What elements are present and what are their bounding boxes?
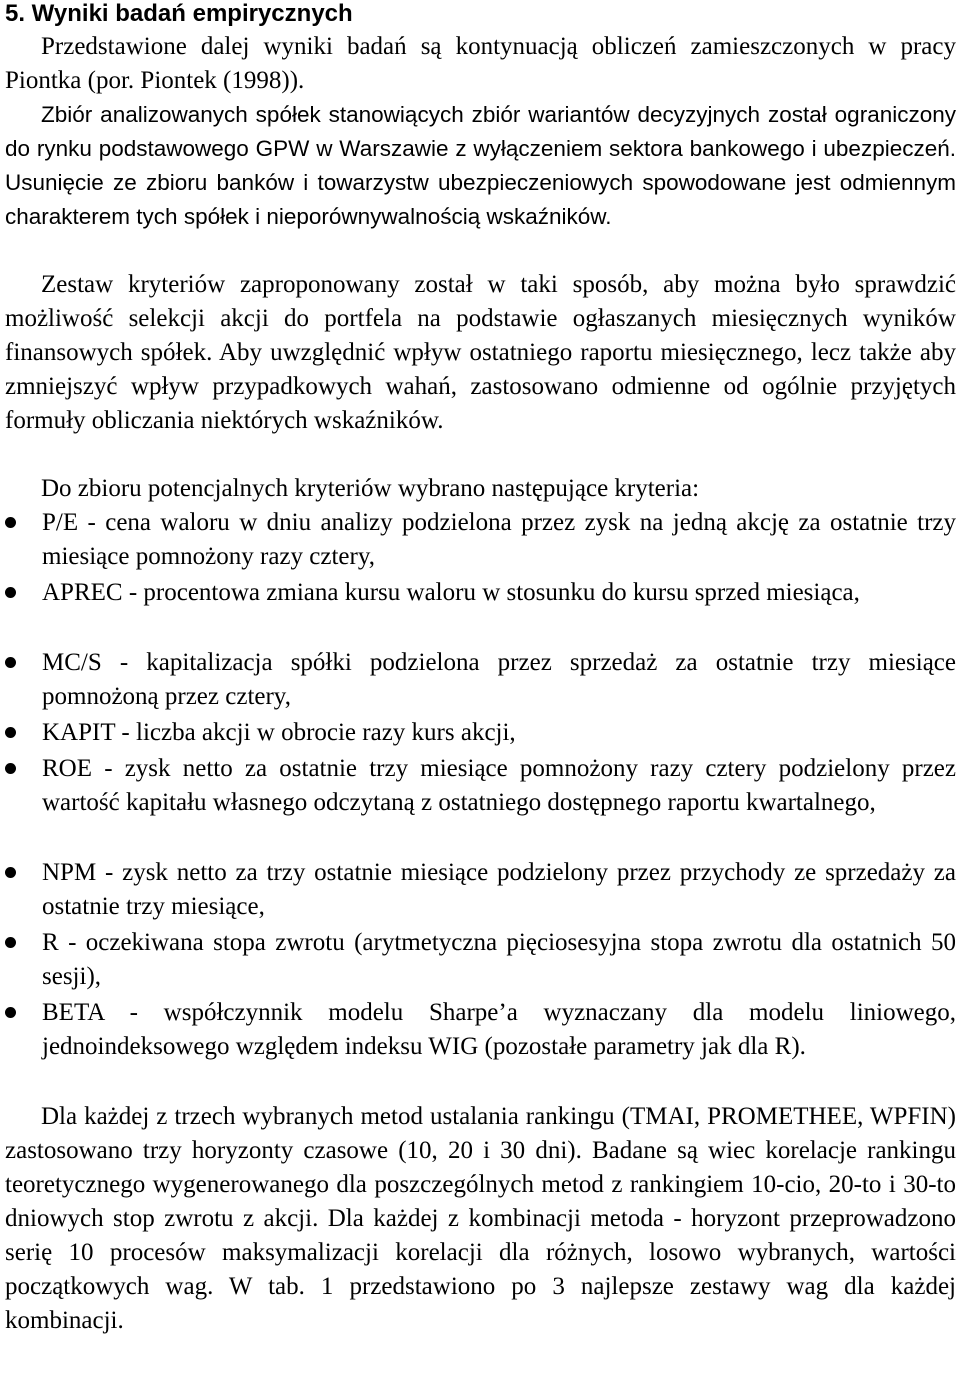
criterion-desc: - liczba akcji w obrocie razy kurs akcji, <box>115 719 516 746</box>
section-heading: 5. Wyniki badań empirycznych <box>5 0 353 27</box>
criterion-desc: - zysk netto za ostatnie trzy miesiące pomnożony razy cztery podzielony przez wartość kapitału własnego odczytaną z ostatniego dostępnego raportu kwartalnego, <box>42 755 956 816</box>
methods-text: Dla każdej z trzech wybranych metod ustalania rankingu (TMAI, PROMETHEE, WPFIN) zastosowano trzy horyzonty czasowe (10, 20 i 30 dni). Badane są wiec korelacje rankingu teoretycznego wygenerowanego dla poszczególnych metod z rankingiem 10-cio, 20-to i 30-to dniowych stop zwrotu z akcji. Dla każdej z kombinacji metoda - horyzont przeprowadzono serię 10 procesów maksymalizacji korelacji dla różnych, losowo wybranych, wartości początkowych wag. W tab. 1 przedstawiono po 3 najlepsze zestawy wag dla każdej kombinacji. <box>5 1103 956 1334</box>
list-item <box>0 506 956 574</box>
bullet-icon <box>5 763 16 774</box>
bullet-icon <box>5 657 16 668</box>
criterion-term: BETA <box>42 999 104 1026</box>
scope-text-2: Usunięcie ze zbioru banków i towarzystw ubezpieczeniowych spowodowane jest odmiennym charakterem tych spółek i nieporównywalnością wskaźników. <box>5 170 956 229</box>
criterion-term: P/E <box>42 509 79 536</box>
criterion-desc: - zysk netto za trzy ostatnie miesiące podzielony przez przychody ze sprzedaży za ostatnie trzy miesiące, <box>42 859 956 920</box>
criterion-term: NPM <box>42 859 97 886</box>
criterion-term: APREC <box>42 579 123 606</box>
criterion-term: ROE <box>42 755 92 782</box>
bullet-icon <box>5 867 16 878</box>
criterion-term: KAPIT <box>42 719 116 746</box>
criterion-desc: - oczekiwana stopa zwrotu (arytmetyczna pięciosesyjna stopa zwrotu dla ostatnich 50 sesji), <box>42 929 956 990</box>
criterion-desc: - cena waloru w dniu analizy podzielona przez zysk na jedną akcję za ostatnie trzy miesiące pomnożony razy cztery, <box>42 509 956 570</box>
bullet-icon <box>5 937 16 948</box>
intro-text: Przedstawione dalej wyniki badań są kontynuacją obliczeń zamieszczonych w pracy Piontka (por. Piontek (1998)). <box>5 33 956 94</box>
criterion-desc: - współczynnik modelu Sharpe’a wyznaczany dla modelu liniowego, jednoindeksowego względem indeksu WIG (pozostałe parametry jak dla R). <box>42 999 956 1060</box>
list-item <box>0 646 956 714</box>
scope-text-1: Zbiór analizowanych spółek stanowiących zbiór wariantów decyzyjnych został ograniczony do rynku podstawowego GPW w Warszawie z wyłączeniem sektora bankowego i ubezpieczeń. <box>5 102 956 161</box>
methods-paragraph <box>5 1100 956 1338</box>
list-item <box>0 576 956 644</box>
intro-paragraph <box>5 30 956 98</box>
criterion-desc: - kapitalizacja spółki podzielona przez sprzedaż za ostatnie trzy miesiące pomnożoną przez cztery, <box>42 649 956 710</box>
list-item <box>0 926 956 994</box>
criteria-intro-text: Do zbioru potencjalnych kryteriów wybrano następujące kryteria: <box>41 475 700 502</box>
bullet-icon <box>5 587 16 598</box>
scope-paragraph <box>5 98 956 234</box>
list-item <box>0 856 956 924</box>
bullet-icon <box>5 727 16 738</box>
criteria-text: Zestaw kryteriów zaproponowany został w taki sposób, aby można było sprawdzić możliwość selekcji akcji do portfela na podstawie ogłaszanych miesięcznych wyników finansowych spółek. Aby uwzględnić wpływ ostatniego raportu miesięcznego, lecz także aby zmniejszyć wpływ przypadkowych wahań, zastosowano odmienne od ogólnie przyjętych formuły obliczania niektórych wskaźników. <box>5 271 956 434</box>
bullet-icon <box>5 1007 16 1018</box>
criterion-desc: - procentowa zmiana kursu waloru w stosunku do kursu sprzed miesiąca, <box>122 579 860 606</box>
criteria-list <box>0 506 960 1066</box>
criterion-term: MC/S <box>42 649 102 676</box>
list-item <box>0 716 956 750</box>
bullet-icon <box>5 517 16 528</box>
list-item <box>0 752 956 854</box>
criteria-paragraph <box>5 268 956 438</box>
criteria-intro <box>5 472 956 506</box>
criterion-term: R <box>42 929 59 956</box>
list-item <box>0 996 956 1064</box>
